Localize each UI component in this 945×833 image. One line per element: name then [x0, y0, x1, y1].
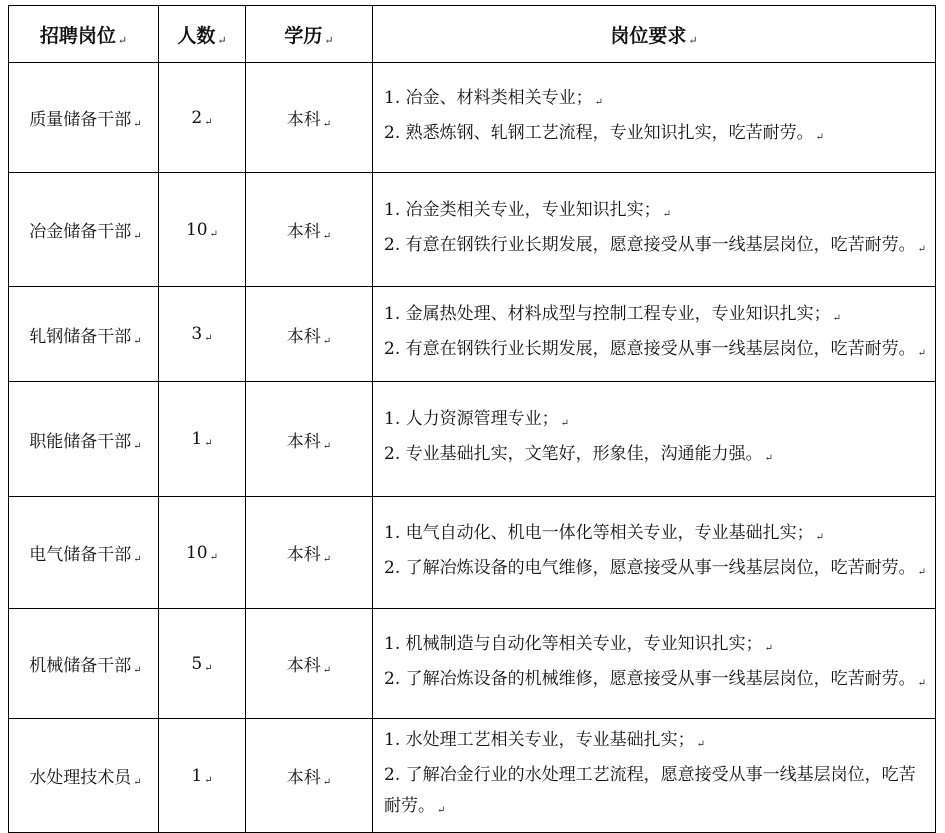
- requirement-line: 1. 机械制造与自动化等相关专业，专业知识扎实； ↵: [384, 633, 774, 654]
- position-cell: [9, 382, 159, 497]
- paragraph-mark: ↵: [322, 440, 332, 452]
- education-cell-text: 本科: [286, 768, 321, 788]
- header-requirements: 岗位要求 ↵: [373, 6, 936, 63]
- position-cell-text: 电气储备干部: [29, 545, 132, 565]
- table-row: [9, 173, 936, 287]
- paragraph-mark: ↵: [917, 677, 927, 689]
- requirement-line: 2. 了解冶炼设备的电气维修，愿意接受从事一线基层岗位，吃苦耐劳。 ↵: [384, 557, 927, 578]
- paragraph-mark: ↵: [133, 335, 142, 347]
- requirement-line: 1. 电气自动化、机电一体化等相关专业，专业基础扎实； ↵: [384, 522, 825, 543]
- paragraph-mark: ↵: [437, 805, 446, 816]
- header-count: 人数 ↵: [159, 6, 246, 63]
- header-position: 招聘岗位 ↵: [9, 6, 159, 63]
- paragraph-mark: ↵: [204, 333, 213, 344]
- requirement-line: 2. 了解冶炼设备的机械维修，愿意接受从事一线基层岗位，吃苦耐劳。 ↵: [384, 668, 927, 689]
- count-cell-text: 3: [191, 324, 203, 344]
- count-cell-text: 1: [191, 765, 203, 786]
- paragraph-mark: ↵: [815, 131, 825, 143]
- paragraph-mark: ↵: [322, 119, 332, 130]
- count-cell: [159, 287, 246, 382]
- count-cell: [159, 173, 246, 287]
- requirement-line: 1. 水处理工艺相关专业，专业基础扎实； ↵: [384, 730, 706, 750]
- paragraph-mark: ↵: [594, 96, 604, 108]
- position-cell-text: 质量储备干部: [29, 110, 132, 130]
- requirements-cell: [373, 63, 936, 173]
- paragraph-mark: ↵: [560, 418, 570, 429]
- paragraph-mark: ↵: [917, 566, 927, 578]
- position-cell: [9, 173, 159, 287]
- count-cell-text: 10: [185, 219, 208, 240]
- paragraph-mark: ↵: [209, 551, 219, 563]
- education-cell: [246, 382, 373, 497]
- education-cell: [246, 609, 373, 719]
- position-cell-text: 冶金储备干部: [29, 222, 132, 242]
- paragraph-mark: ↵: [322, 335, 332, 347]
- paragraph-mark: ↵: [133, 554, 142, 565]
- table-row: [9, 63, 936, 173]
- count-cell: [159, 609, 246, 719]
- paragraph-mark: ↵: [133, 119, 142, 130]
- count-cell-text: 10: [185, 542, 208, 563]
- education-cell-text: 本科: [286, 545, 321, 565]
- header-education: 学历 ↵: [246, 6, 373, 63]
- count-cell-text: 1: [191, 429, 203, 449]
- requirements-cell: [373, 609, 936, 719]
- position-cell: [9, 63, 159, 173]
- recruitment-table: [8, 5, 936, 833]
- position-cell: [9, 287, 159, 382]
- paragraph-mark: ↵: [662, 208, 672, 220]
- requirement-line: 2. 了解冶金行业的水处理工艺流程，愿意接受从事一线基层岗位，吃苦耐劳。 ↵: [384, 765, 916, 816]
- requirement-line: 1. 金属热处理、材料成型与控制工程专业，专业知识扎实； ↵: [384, 304, 842, 324]
- table-row: [9, 719, 936, 833]
- position-cell-text: 水处理技术员: [29, 768, 132, 788]
- paragraph-mark: ↵: [917, 243, 927, 255]
- requirement-line: 1. 冶金类相关专业，专业知识扎实； ↵: [384, 199, 672, 220]
- paragraph-mark: ↵: [133, 231, 142, 242]
- requirements-cell: [373, 719, 936, 833]
- requirement-line: 1. 人力资源管理专业； ↵: [384, 409, 570, 429]
- education-cell: [246, 63, 373, 173]
- paragraph-mark: ↵: [204, 438, 213, 449]
- table-row: [9, 382, 936, 497]
- requirement-line: 2. 熟悉炼钢、轧钢工艺流程，专业知识扎实，吃苦耐劳。 ↵: [384, 122, 825, 143]
- count-cell: [159, 382, 246, 497]
- paragraph-mark: ↵: [322, 554, 332, 565]
- paragraph-mark: ↵: [832, 313, 842, 324]
- position-cell: [9, 719, 159, 833]
- paragraph-mark: ↵: [322, 231, 332, 242]
- position-cell: [9, 497, 159, 609]
- count-cell: [159, 63, 246, 173]
- requirements-cell: [373, 382, 936, 497]
- requirement-line: 2. 专业基础扎实，文笔好，形象佳，沟通能力强。 ↵: [384, 444, 774, 464]
- education-cell: [246, 287, 373, 382]
- requirement-line: 2. 有意在钢铁行业长期发展，愿意接受从事一线基层岗位，吃苦耐劳。 ↵: [384, 339, 927, 359]
- paragraph-mark: ↵: [204, 774, 213, 786]
- paragraph-mark: ↵: [322, 777, 332, 788]
- table-row: [9, 609, 936, 719]
- position-cell-text: 职能储备干部: [29, 431, 132, 452]
- paragraph-mark: ↵: [204, 116, 213, 128]
- education-cell-text: 本科: [286, 656, 321, 676]
- education-cell-text: 本科: [286, 326, 321, 347]
- header-row: [9, 6, 936, 63]
- paragraph-mark: ↵: [209, 228, 219, 240]
- paragraph-mark: ↵: [204, 662, 213, 674]
- education-cell: [246, 497, 373, 609]
- paragraph-mark: ↵: [815, 531, 825, 543]
- table-row: [9, 287, 936, 382]
- education-cell-text: 本科: [286, 222, 321, 242]
- requirement-line: 2. 有意在钢铁行业长期发展，愿意接受从事一线基层岗位，吃苦耐劳。 ↵: [384, 234, 927, 255]
- requirements-cell: [373, 497, 936, 609]
- count-cell-text: 5: [191, 653, 203, 674]
- education-cell: [246, 173, 373, 287]
- requirements-cell: [373, 287, 936, 382]
- table-row: [9, 497, 936, 609]
- position-cell-text: 机械储备干部: [29, 656, 132, 676]
- count-cell-text: 2: [191, 107, 203, 128]
- count-cell: [159, 497, 246, 609]
- position-cell-text: 轧钢储备干部: [29, 326, 132, 347]
- paragraph-mark: ↵: [764, 453, 774, 464]
- education-cell-text: 本科: [286, 110, 321, 130]
- education-cell: [246, 719, 373, 833]
- education-cell-text: 本科: [286, 431, 321, 452]
- paragraph-mark: ↵: [322, 665, 332, 676]
- requirement-line: 1. 冶金、材料类相关专业； ↵: [384, 87, 604, 108]
- paragraph-mark: ↵: [133, 777, 142, 788]
- paragraph-mark: ↵: [133, 440, 142, 452]
- count-cell: [159, 719, 246, 833]
- requirements-cell: [373, 173, 936, 287]
- paragraph-mark: ↵: [696, 739, 706, 750]
- paragraph-mark: ↵: [764, 642, 774, 654]
- paragraph-mark: ↵: [917, 348, 927, 359]
- paragraph-mark: ↵: [133, 665, 142, 676]
- position-cell: [9, 609, 159, 719]
